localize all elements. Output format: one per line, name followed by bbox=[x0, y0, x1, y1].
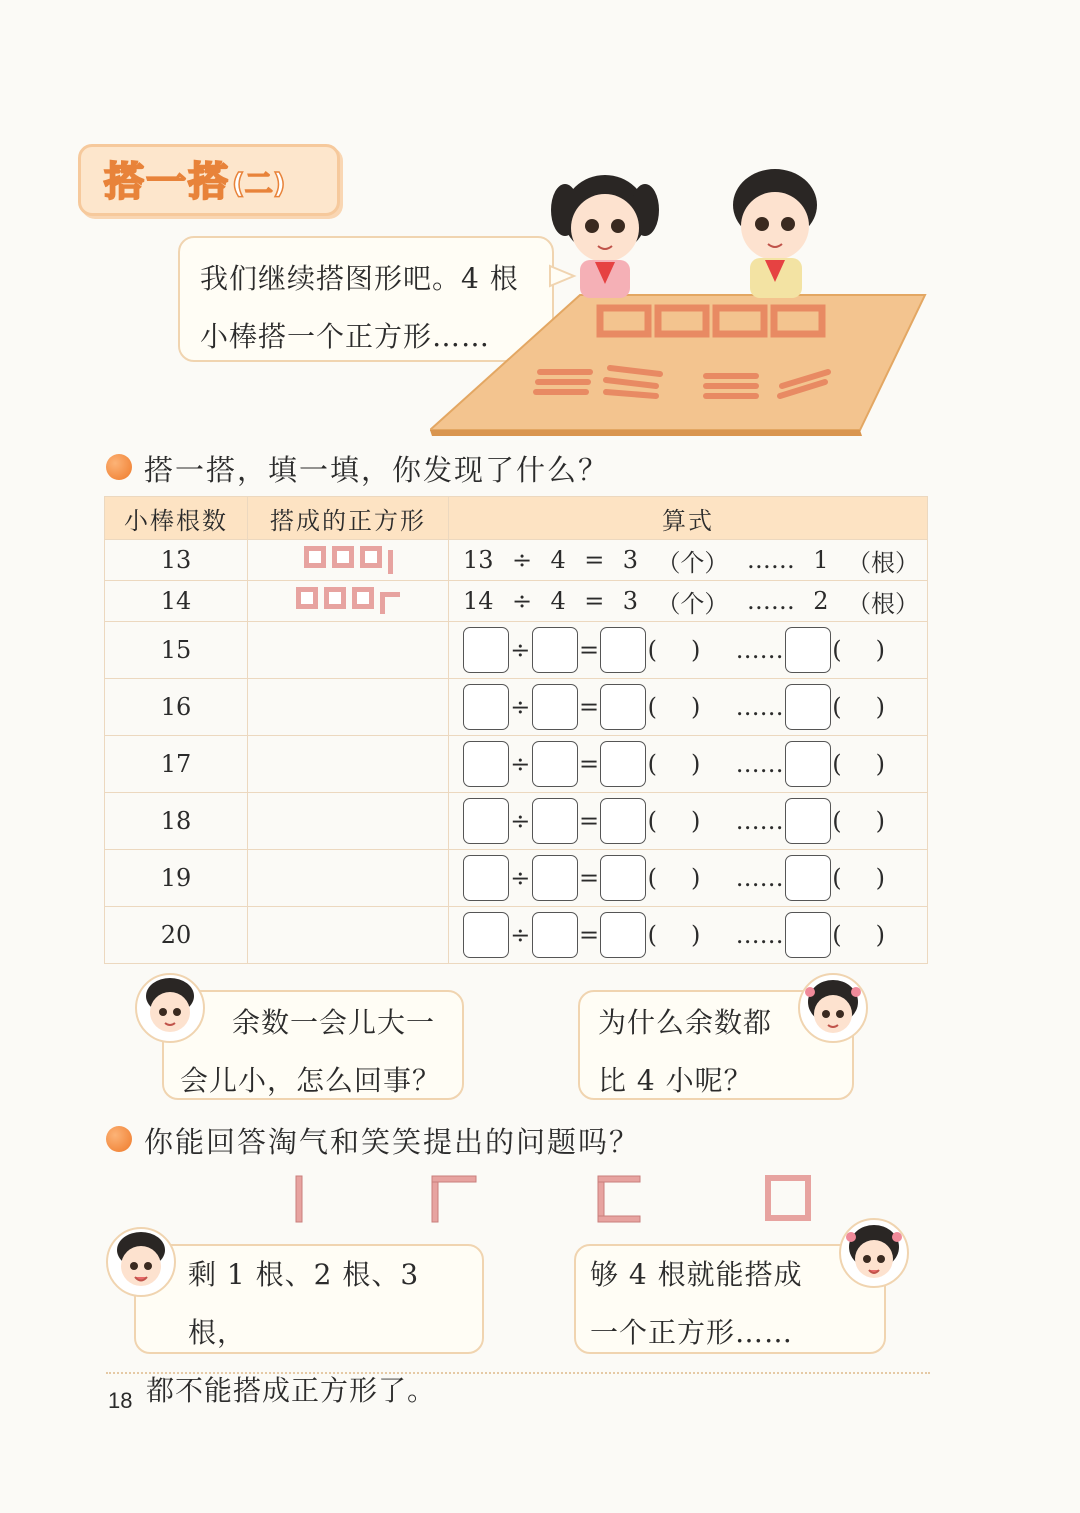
squares-drawing-area[interactable] bbox=[248, 793, 449, 850]
quotient-unit-blank[interactable]: () bbox=[647, 807, 735, 835]
remainder-unit-blank[interactable]: () bbox=[832, 864, 919, 892]
squares-picture bbox=[248, 540, 449, 581]
remainder-box[interactable] bbox=[785, 741, 831, 787]
quotient-unit-blank[interactable]: () bbox=[647, 750, 735, 778]
footer-divider bbox=[106, 1372, 930, 1374]
quotient-box[interactable] bbox=[600, 798, 646, 844]
xiaoxiao-avatar bbox=[796, 970, 870, 1046]
remainder-box[interactable] bbox=[785, 798, 831, 844]
table-row bbox=[105, 793, 928, 850]
division-table bbox=[104, 496, 928, 964]
xiaoxiao-answer-line-2: 一个正方形…… bbox=[590, 1316, 794, 1349]
remainder-unit-blank[interactable]: () bbox=[832, 750, 919, 778]
xiaoxiao-avatar-2 bbox=[836, 1214, 912, 1292]
formula: ÷ = () …… () bbox=[449, 798, 927, 844]
table-row bbox=[105, 581, 928, 622]
taoqi-answer-line-1: 剩 1 根、2 根、3 根， bbox=[188, 1258, 420, 1349]
table-row bbox=[105, 540, 928, 581]
dividend-box[interactable] bbox=[463, 627, 509, 673]
squares-drawing-area[interactable] bbox=[248, 850, 449, 907]
squares-drawing-area[interactable] bbox=[248, 679, 449, 736]
stick-count: 16 bbox=[105, 679, 248, 736]
page-title: 搭一搭 bbox=[104, 159, 230, 205]
formula: 13 ÷ 4 = 3 （个） …… 1 （根） bbox=[463, 546, 919, 577]
header-formula: 算式 bbox=[449, 497, 928, 540]
formula: 14 ÷ 4 = 3 （个） …… 2 （根） bbox=[463, 587, 919, 618]
header-squares: 搭成的正方形 bbox=[248, 497, 449, 540]
xiaoxiao-line-1: 为什么余数都 bbox=[598, 1006, 773, 1039]
squares-drawing-area[interactable] bbox=[248, 907, 449, 964]
quotient-box[interactable] bbox=[600, 912, 646, 958]
dividend-box[interactable] bbox=[463, 855, 509, 901]
divisor-box[interactable] bbox=[532, 798, 578, 844]
quotient-box[interactable] bbox=[600, 855, 646, 901]
header-stick-count: 小棒根数 bbox=[105, 497, 248, 540]
taoqi-line-2: 会儿小，怎么回事？ bbox=[180, 1064, 442, 1097]
formula: ÷ = () …… () bbox=[449, 627, 927, 673]
bullet-dot-2 bbox=[106, 1126, 132, 1152]
quotient-box[interactable] bbox=[600, 741, 646, 787]
stick-count: 15 bbox=[105, 622, 248, 679]
taoqi-line-1: 余数一会儿大一 bbox=[232, 1006, 436, 1039]
remainder-unit-blank[interactable]: () bbox=[832, 636, 919, 664]
quotient-unit-blank[interactable]: () bbox=[647, 921, 735, 949]
children-with-sticks-illustration bbox=[430, 160, 930, 440]
remainder-box[interactable] bbox=[785, 855, 831, 901]
stick-count: 17 bbox=[105, 736, 248, 793]
remainder-box[interactable] bbox=[785, 912, 831, 958]
squares-drawing-area[interactable] bbox=[248, 622, 449, 679]
intro-line-2: 小棒搭一个正方形…… bbox=[200, 320, 491, 353]
page-subtitle: (二) bbox=[232, 167, 286, 200]
remainder-box[interactable] bbox=[785, 684, 831, 730]
formula: ÷ = () …… () bbox=[449, 684, 927, 730]
bullet-dot-1 bbox=[106, 454, 132, 480]
taoqi-question-bubble bbox=[162, 990, 464, 1100]
divisor-box[interactable] bbox=[532, 912, 578, 958]
divisor-box[interactable] bbox=[532, 627, 578, 673]
question-1: 搭一搭，填一填，你发现了什么？ bbox=[144, 453, 610, 487]
question-2: 你能回答淘气和笑笑提出的问题吗？ bbox=[144, 1125, 641, 1159]
table-row bbox=[105, 736, 928, 793]
xiaoxiao-answer-line-1: 够 4 根就能搭成 bbox=[590, 1258, 803, 1291]
remainder-unit-blank[interactable]: () bbox=[832, 921, 919, 949]
quotient-box[interactable] bbox=[600, 627, 646, 673]
stick-count: 20 bbox=[105, 907, 248, 964]
taoqi-answer-bubble bbox=[134, 1244, 484, 1407]
table-row bbox=[105, 622, 928, 679]
intro-line-1: 我们继续搭图形吧。4 根 bbox=[200, 262, 519, 295]
formula: ÷ = () …… () bbox=[449, 912, 927, 958]
dividend-box[interactable] bbox=[463, 912, 509, 958]
quotient-box[interactable] bbox=[600, 684, 646, 730]
table-row bbox=[105, 907, 928, 964]
quotient-unit-blank[interactable]: () bbox=[647, 636, 735, 664]
quotient-unit-blank[interactable]: () bbox=[647, 693, 735, 721]
dividend-box[interactable] bbox=[463, 798, 509, 844]
taoqi-avatar bbox=[134, 970, 206, 1046]
remainder-unit-blank[interactable]: () bbox=[832, 807, 919, 835]
stick-count: 13 bbox=[105, 540, 248, 581]
dividend-box[interactable] bbox=[463, 741, 509, 787]
divisor-box[interactable] bbox=[532, 855, 578, 901]
formula: ÷ = () …… () bbox=[449, 855, 927, 901]
divisor-box[interactable] bbox=[532, 684, 578, 730]
stick-count: 18 bbox=[105, 793, 248, 850]
taoqi-answer-line-2: 都不能搭成正方形了。 bbox=[146, 1374, 437, 1407]
squares-drawing-area[interactable] bbox=[248, 736, 449, 793]
remainder-box[interactable] bbox=[785, 627, 831, 673]
remainder-unit-blank[interactable]: () bbox=[832, 693, 919, 721]
dividend-box[interactable] bbox=[463, 684, 509, 730]
divisor-box[interactable] bbox=[532, 741, 578, 787]
table-row bbox=[105, 679, 928, 736]
quotient-unit-blank[interactable]: () bbox=[647, 864, 735, 892]
taoqi-avatar-2 bbox=[104, 1224, 178, 1300]
formula: ÷ = () …… () bbox=[449, 741, 927, 787]
leftover-sticks-illustration bbox=[280, 1170, 840, 1230]
page-number: 18 bbox=[108, 1388, 133, 1413]
table-row bbox=[105, 850, 928, 907]
stick-count: 14 bbox=[105, 581, 248, 622]
xiaoxiao-line-2: 比 4 小呢？ bbox=[598, 1064, 753, 1097]
stick-count: 19 bbox=[105, 850, 248, 907]
squares-picture bbox=[248, 581, 449, 622]
